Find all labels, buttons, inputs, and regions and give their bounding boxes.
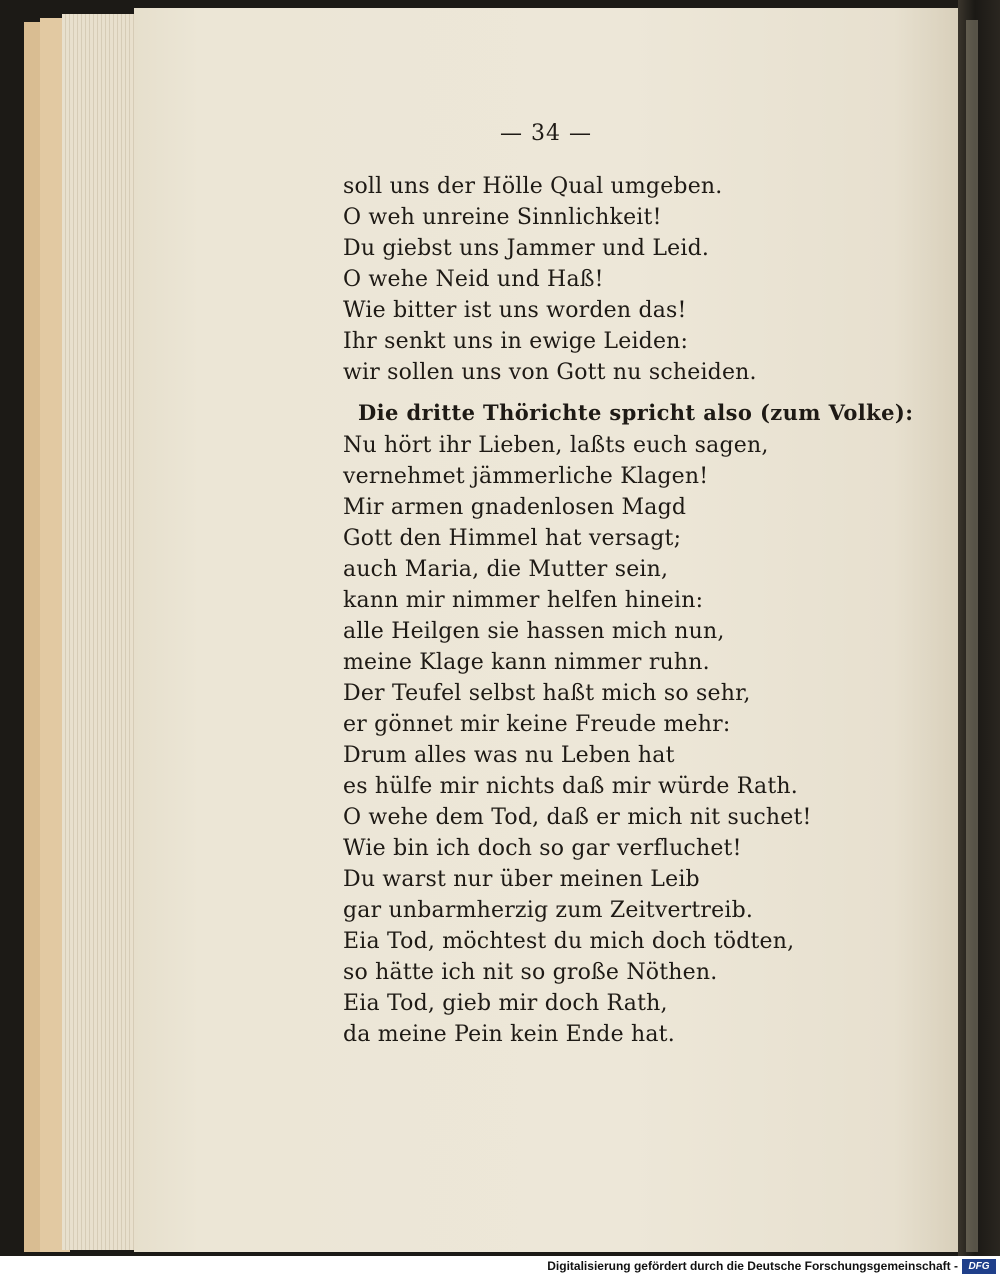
dfg-logo: DFG [962,1259,996,1274]
verse-line: soll uns der Hölle Qual umgeben. [343,174,723,199]
verse-line: O weh unreine Sinnlichkeit! [343,205,662,230]
verse-line: da meine Pein kein Ende hat. [343,1022,675,1047]
verse-line: O wehe Neid und Haß! [343,267,604,292]
verse-line: Du giebst uns Jammer und Leid. [343,236,710,261]
verse-line: alle Heilgen sie hassen mich nun, [343,619,725,644]
book-page-stack [62,14,138,1250]
verse-block-2 [343,430,812,1050]
verse-line: Der Teufel selbst haßt mich so sehr, [343,681,751,706]
stanza-heading: Die dritte Thörichte spricht also (zum Volke): [358,400,914,425]
funding-credit: Digitalisierung gefördert durch die Deutsche Forschungsgemeinschaft - [547,1259,958,1273]
verse-line: Mir armen gnadenlosen Magd [343,495,687,520]
verse-line: O wehe dem Tod, daß er mich nit suchet! [343,805,812,830]
verse-line: kann mir nimmer helfen hinein: [343,588,704,613]
verse-line: Wie bitter ist uns worden das! [343,298,687,323]
page-number: — 34 — [500,121,592,146]
scan-background-right [958,0,1000,1256]
verse-line: Gott den Himmel hat versagt; [343,526,682,551]
verse-line: Nu hört ihr Lieben, laßts euch sagen, [343,433,769,458]
verse-line: Wie bin ich doch so gar verfluchet! [343,836,742,861]
verse-line: es hülfe mir nichts daß mir würde Rath. [343,774,798,799]
verse-line: Drum alles was nu Leben hat [343,743,675,768]
verse-line: Eia Tod, möchtest du mich doch tödten, [343,929,795,954]
verse-block-1 [343,171,757,388]
verse-line: wir sollen uns von Gott nu scheiden. [343,360,757,385]
verse-line: auch Maria, die Mutter sein, [343,557,669,582]
verse-line: Ihr senkt uns in ewige Leiden: [343,329,689,354]
verse-line: Eia Tod, gieb mir doch Rath, [343,991,668,1016]
verse-line: er gönnet mir keine Freude mehr: [343,712,731,737]
verse-line: Du warst nur über meinen Leib [343,867,700,892]
verse-line: gar unbarmherzig zum Zeitvertreib. [343,898,754,923]
facing-page-edge [966,20,978,1252]
verse-line: meine Klage kann nimmer ruhn. [343,650,710,675]
verse-line: vernehmet jämmerliche Klagen! [343,464,709,489]
footer-bar [0,1256,1000,1278]
verse-line: so hätte ich nit so große Nöthen. [343,960,718,985]
